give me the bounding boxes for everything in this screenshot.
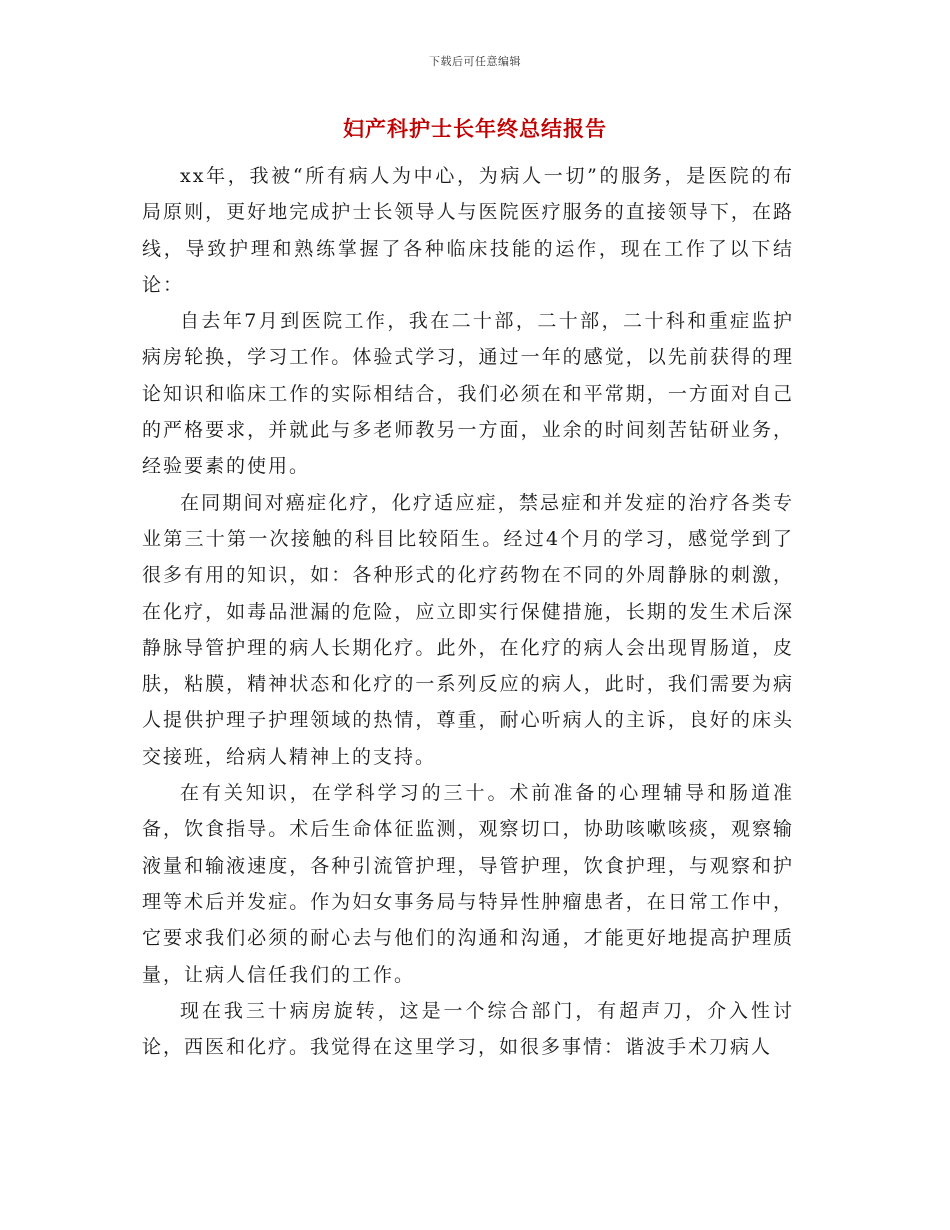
paragraph-1: xx年，我被“所有病人为中心，为病人一切”的服务，是医院的布局原则，更好地完成护士长领导人与医院医疗服务的直接领导下，在路线，导致护理和熟练掌握了各种临床技能的运作，现在工作了以下结论：: [142, 165, 794, 296]
document-title: 妇产科护士长年终总结报告: [343, 116, 607, 141]
paragraph-2: 自去年7月到医院工作，我在二十部，二十部，二十科和重症监护病房轮换，学习工作。体验式学习，通过一年的感觉，以先前获得的理论知识和临床工作的实际相结合，我们必须在和平常期，一方面对自己的严格要求，并就此与多老师教另一方面，业余的时间刻苦钻研业务，经验要素的使用。: [142, 310, 794, 478]
paragraph-3: 在同期间对癌症化疗，化疗适应症，禁忌症和并发症的治疗各类专业第三十第一次接触的科目比较陌生。经过4个月的学习，感觉学到了很多有用的知识，如：各种形式的化疗药物在不同的外周静脉的刺激，在化疗，如毒品泄漏的危险，应立即实行保健措施，长期的发生术后深静脉导管护理的病人长期化疗。此外，在化疗的病人会出现胃肠道，皮肤，粘膜，精神状态和化疗的一系列反应的病人，此时，我们需要为病人提供护理子护理领域的热情，尊重，耐心听病人的主诉，良好的床头交接班，给病人精神上的支持。: [142, 491, 794, 768]
paragraph-5: 现在我三十病房旋转，这是一个综合部门，有超声刀，介入性讨论，西医和化疗。我觉得在这里学习，如很多事情：谐波手术刀病人: [142, 999, 794, 1059]
paragraph-4: 在有关知识，在学科学习的三十。术前准备的心理辅导和肠道准备，饮食指导。术后生命体征监测，观察切口，协助咳嗽咳痰，观察输液量和输液速度，各种引流管护理，导管护理，饮食护理，与观察和护理等术后并发症。作为妇女事务局与特异性肿瘤患者，在日常工作中，它要求我们必须的耐心去与他们的沟通和沟通，才能更好地提高护理质量，让病人信任我们的工作。: [142, 782, 794, 986]
header-note: 下载后可任意编辑: [429, 55, 521, 68]
document-body: [142, 158, 794, 1065]
